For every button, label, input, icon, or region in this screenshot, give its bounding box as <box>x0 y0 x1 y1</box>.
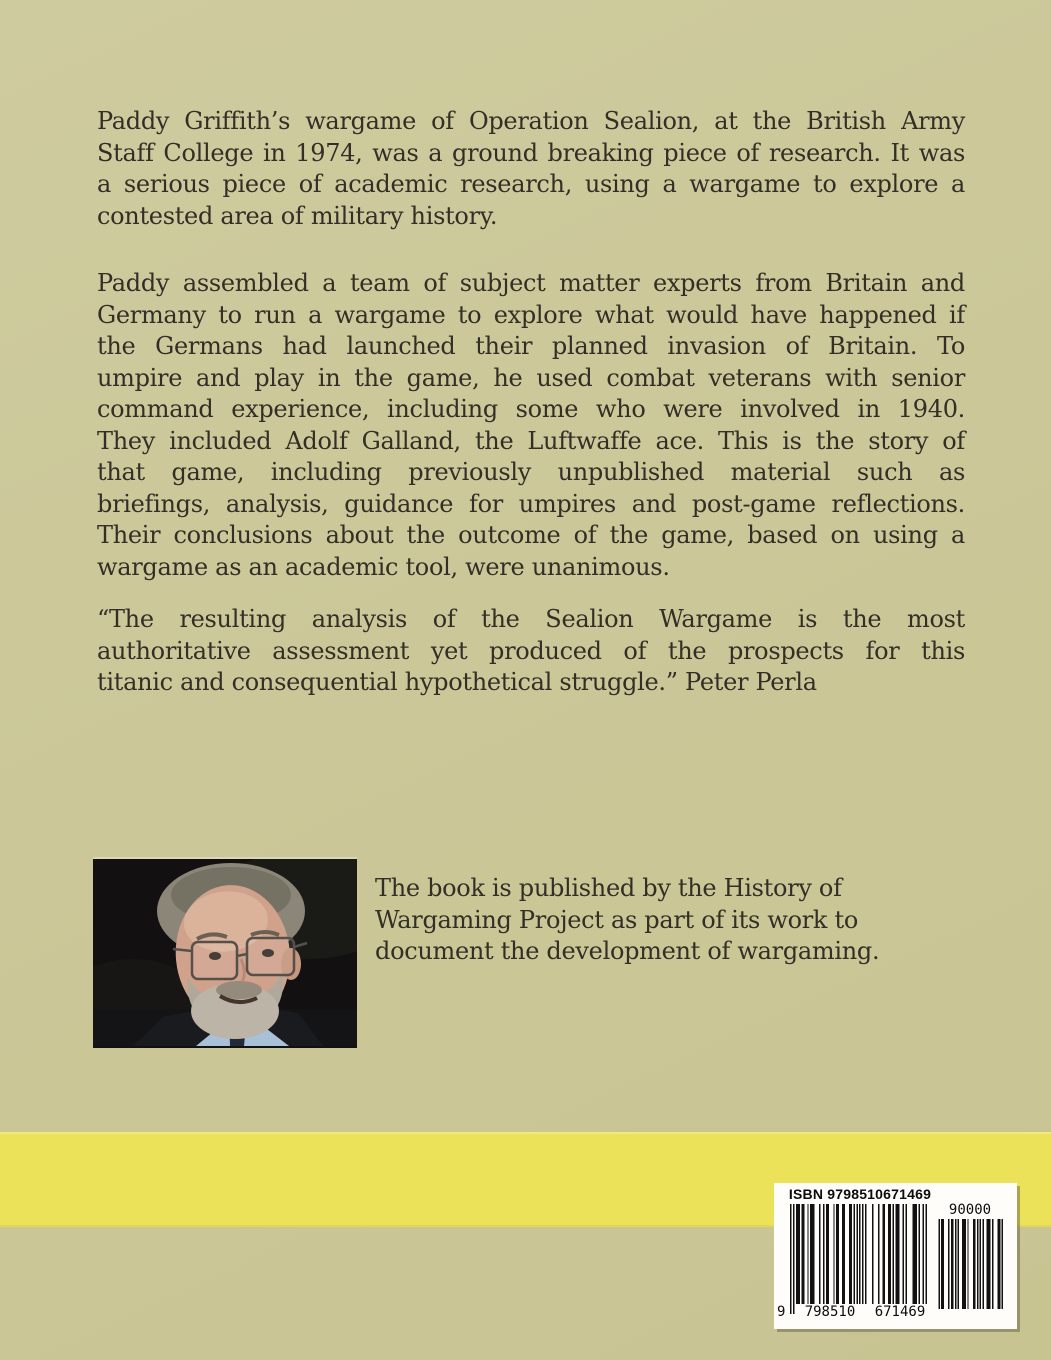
description-paragraph <box>97 268 965 583</box>
barcode-box <box>774 1183 1017 1329</box>
text-line: Paddy Griffith’s wargame of Operation Sealion, at the British Army <box>97 107 965 135</box>
ean5-barcode <box>937 1219 1003 1309</box>
text-line: a serious piece of academic research, using a wargame to explore a <box>97 170 965 198</box>
text-line: authoritative assessment yet produced of the prospects for this <box>97 636 965 665</box>
ean13-barcode <box>790 1204 927 1314</box>
text-line: Wargaming Project as part of its work to <box>375 905 858 934</box>
text-line: briefings, analysis, guidance for umpires and post-game reflections. <box>97 489 965 518</box>
text-line: umpire and play in the game, he used combat veterans with senior <box>97 363 965 392</box>
text-line: wargame as an academic tool, were unanimous. <box>97 552 670 581</box>
text-line: Their conclusions about the outcome of the game, based on using a <box>97 521 965 549</box>
text-line: Germany to run a wargame to explore what would have happened if <box>97 300 965 329</box>
text-line: contested area of military history. <box>97 201 498 230</box>
barcode-digit-group: 671469 <box>870 1304 930 1320</box>
isbn-label: ISBN 9798510671469 <box>788 1186 932 1202</box>
text-line: document the development of wargaming. <box>375 937 880 965</box>
text-line: titanic and consequential hypothetical struggle.” Peter Perla <box>97 668 817 696</box>
text-line: They included Adolf Galland, the Luftwaffe ace. This is the story of <box>97 426 965 455</box>
text-line: command experience, including some who were involved in 1940. <box>97 395 965 423</box>
barcode-digit-group: 9 <box>777 1304 786 1320</box>
barcode-digit-group: 798510 <box>799 1304 861 1320</box>
publisher-note <box>375 873 935 968</box>
text-line: The book is published by the History of <box>375 874 842 902</box>
author-photo <box>93 857 357 1048</box>
text-line: that game, including previously unpublished material such as <box>97 458 965 486</box>
text-line: “The resulting analysis of the Sealion Wargame is the most <box>97 605 965 633</box>
barcode-supplement-label: 90000 <box>948 1202 992 1218</box>
text-line: Staff College in 1974, was a ground breaking piece of research. It was <box>97 138 965 167</box>
text-line: Paddy assembled a team of subject matter experts from Britain and <box>97 269 965 297</box>
author-portrait-illustration <box>93 859 357 1046</box>
review-quote <box>97 604 965 699</box>
intro-paragraph <box>97 106 965 232</box>
text-line: the Germans had launched their planned invasion of Britain. To <box>97 332 965 360</box>
